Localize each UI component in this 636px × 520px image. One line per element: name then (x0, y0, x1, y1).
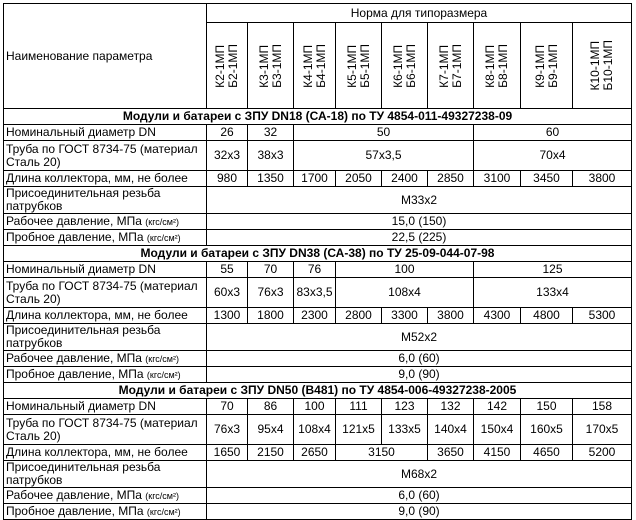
param-row (4, 461, 632, 488)
param-value: 123 (382, 399, 428, 415)
param-value: 1650 (207, 445, 248, 461)
spec-table-body (4, 4, 632, 520)
header-row-top (4, 4, 632, 23)
param-row (4, 367, 632, 383)
model-header-label: К9-1МП Б9-1МП (532, 43, 560, 88)
param-value: 125 (474, 262, 632, 278)
spec-table (3, 3, 632, 520)
param-value: 6,0 (60) (207, 351, 632, 367)
param-row (4, 504, 632, 520)
param-row (4, 278, 632, 308)
param-value: 140х4 (428, 415, 474, 445)
param-value: 3650 (428, 445, 474, 461)
param-value: 133х4 (474, 278, 632, 308)
model-header-label: К8-1МП Б8-1МП (483, 43, 510, 88)
param-name: Длина коллектора, мм, не более (4, 308, 207, 324)
param-name: Пробное давление, МПа (кгс/см²) (4, 367, 207, 383)
param-name: Номинальный диаметр DN (4, 125, 207, 141)
param-value: 170х5 (573, 415, 632, 445)
param-row (4, 308, 632, 324)
param-value: 150х4 (474, 415, 521, 445)
param-value: 2150 (248, 445, 294, 461)
section-title: Модули и батареи с ЗПУ DN18 (СА-18) по ТУ 4854-011-49327238-09 (4, 109, 632, 125)
param-value: 4150 (474, 445, 521, 461)
param-value: 3150 (336, 445, 428, 461)
param-value: 1700 (294, 171, 336, 187)
section-title: Модули и батареи с ЗПУ DN50 (В481) по ТУ 4854-006-49327238-2005 (4, 383, 632, 399)
param-name: Длина коллектора, мм, не более (4, 445, 207, 461)
param-value: 70х4 (474, 141, 632, 171)
param-unit: (кгс/см²) (146, 369, 181, 380)
param-name: Присоединительная резьба патрубков (4, 324, 207, 351)
param-value: 2650 (294, 445, 336, 461)
param-value: 9,0 (90) (207, 504, 632, 520)
param-value: 2300 (294, 308, 336, 324)
model-header-8 (474, 23, 521, 109)
param-value: 9,0 (90) (207, 367, 632, 383)
param-value: 980 (207, 171, 248, 187)
param-value: М52х2 (207, 324, 632, 351)
param-row (4, 230, 632, 246)
model-header-2 (207, 23, 248, 109)
param-value: 3100 (474, 171, 521, 187)
param-row (4, 125, 632, 141)
param-value: 150 (521, 399, 573, 415)
param-value: 4800 (521, 308, 573, 324)
param-value: 32 (248, 125, 294, 141)
param-name: Рабочее давление, МПа (кгс/см²) (4, 488, 207, 504)
param-value: 86 (248, 399, 294, 415)
param-row (4, 187, 632, 214)
param-value: 95х4 (248, 415, 294, 445)
param-row (4, 488, 632, 504)
param-value: 1800 (248, 308, 294, 324)
param-row (4, 324, 632, 351)
param-value: 100 (336, 262, 474, 278)
param-value: 5200 (573, 445, 632, 461)
param-value: 60х3 (207, 278, 248, 308)
param-value: 76х3 (248, 278, 294, 308)
param-name: Присоединительная резьба патрубков (4, 461, 207, 488)
param-value: 100 (294, 399, 336, 415)
param-value: 158 (573, 399, 632, 415)
param-value: 121х5 (336, 415, 382, 445)
param-value: 160х5 (521, 415, 573, 445)
model-header-label: К2-1МП Б2-1МП (213, 43, 240, 88)
param-value: 3800 (428, 308, 474, 324)
model-header-4 (294, 23, 336, 109)
param-value: 57х3,5 (294, 141, 474, 171)
param-value: 1300 (207, 308, 248, 324)
param-unit: (кгс/см²) (145, 216, 179, 227)
param-value: 70 (248, 262, 294, 278)
param-value: 108х4 (294, 415, 336, 445)
param-row (4, 445, 632, 461)
model-header-7 (428, 23, 474, 109)
param-value: 111 (336, 399, 382, 415)
param-value: 22,5 (225) (207, 230, 632, 246)
param-value: 3300 (382, 308, 428, 324)
param-value: 15,0 (150) (207, 214, 632, 230)
param-value: 26 (207, 125, 248, 141)
param-value: 83х3,5 (294, 278, 336, 308)
param-name: Рабочее давление, МПа (кгс/см²) (4, 351, 207, 367)
param-name: Номинальный диаметр DN (4, 399, 207, 415)
param-name: Пробное давление, МПа (кгс/см²) (4, 504, 207, 520)
param-name: Присоединительная резьба патрубков (4, 187, 207, 214)
section-title-row (4, 383, 632, 399)
param-unit: (кгс/см²) (145, 353, 179, 364)
model-header-label: К7-1МП Б7-1МП (436, 43, 464, 88)
param-unit: (кгс/см²) (145, 490, 179, 501)
param-name: Пробное давление, МПа (кгс/см²) (4, 230, 207, 246)
param-unit: (кгс/см²) (146, 506, 181, 517)
param-value: 5300 (573, 308, 632, 324)
param-value: 76х3 (207, 415, 248, 445)
model-header-10 (573, 23, 632, 109)
section-title: Модули и батареи с ЗПУ DN38 (СА-38) по ТУ 25-09-044-07-98 (4, 246, 632, 262)
param-value: 60 (474, 125, 632, 141)
model-header-6 (382, 23, 428, 109)
model-header-label: К3-1МП Б3-1МП (256, 43, 284, 88)
model-header-3 (248, 23, 294, 109)
model-header-label: К10-1МП Б10-1МП (588, 40, 615, 91)
param-value: 6,0 (60) (207, 488, 632, 504)
param-value: М68х2 (207, 461, 632, 488)
param-value: 132 (428, 399, 474, 415)
param-value: М33х2 (207, 187, 632, 214)
section-title-row (4, 246, 632, 262)
param-row (4, 141, 632, 171)
param-name: Длина коллектора, мм, не более (4, 171, 207, 187)
param-name: Труба по ГОСТ 8734-75 (материал Сталь 20) (4, 415, 207, 445)
param-value: 70 (207, 399, 248, 415)
model-header-label: К5-1МП Б5-1МП (344, 43, 372, 88)
param-unit: (кгс/см²) (146, 232, 181, 243)
param-value: 4300 (474, 308, 521, 324)
param-value: 108х4 (336, 278, 474, 308)
param-row (4, 415, 632, 445)
param-value: 50 (294, 125, 474, 141)
param-value: 2400 (382, 171, 428, 187)
param-value: 4650 (521, 445, 573, 461)
param-name: Труба по ГОСТ 8734-75 (материал Сталь 20) (4, 278, 207, 308)
param-name-header: Наименование параметра (4, 4, 207, 109)
model-header-9 (521, 23, 573, 109)
param-value: 2050 (336, 171, 382, 187)
param-name: Номинальный диаметр DN (4, 262, 207, 278)
param-value: 3450 (521, 171, 573, 187)
param-name: Труба по ГОСТ 8734-75 (материал Сталь 20) (4, 141, 207, 171)
param-row (4, 351, 632, 367)
param-value: 142 (474, 399, 521, 415)
model-header-label: К4-1МП Б4-1МП (300, 43, 328, 88)
param-value: 32х3 (207, 141, 248, 171)
param-value: 55 (207, 262, 248, 278)
param-row (4, 399, 632, 415)
param-value: 3800 (573, 171, 632, 187)
param-row (4, 214, 632, 230)
param-name: Рабочее давление, МПа (кгс/см²) (4, 214, 207, 230)
param-value: 2800 (336, 308, 382, 324)
section-title-row (4, 109, 632, 125)
param-value: 38х3 (248, 141, 294, 171)
param-value: 76 (294, 262, 336, 278)
param-row (4, 262, 632, 278)
model-header-5 (336, 23, 382, 109)
param-value: 1350 (248, 171, 294, 187)
norm-header: Норма для типоразмера (207, 4, 632, 23)
param-value: 133х5 (382, 415, 428, 445)
model-header-label: К6-1МП Б6-1МП (390, 43, 418, 88)
param-value: 2850 (428, 171, 474, 187)
param-row (4, 171, 632, 187)
